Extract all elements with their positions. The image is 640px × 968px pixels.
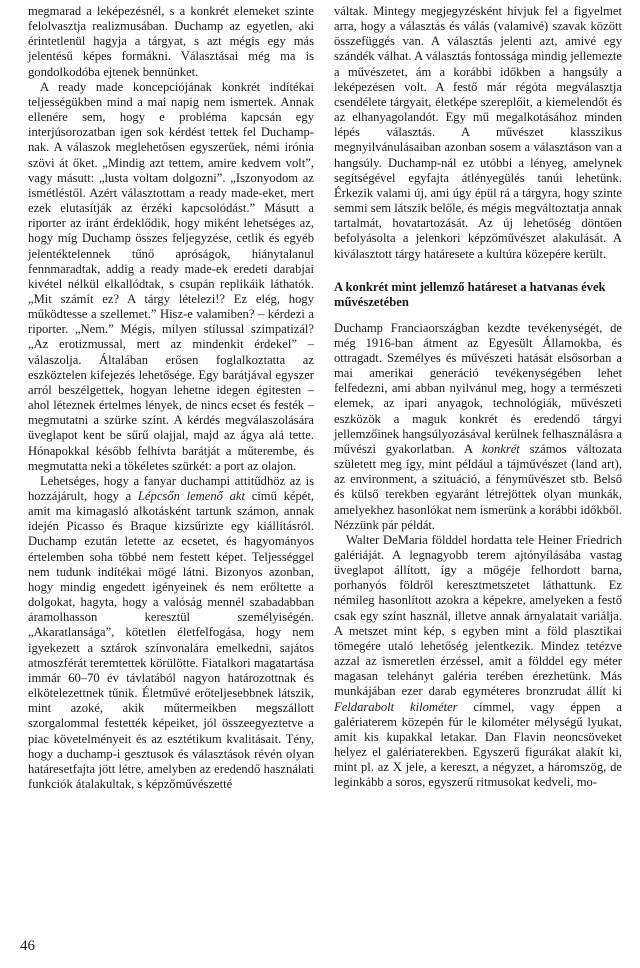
text-run: Duchamp Franciaországban kezdte tevékenységét, de még 1916-ban átment az Egyesült Államokba, és ottragadt. Személyes és művészeti hatását elsősorban a mai amerikai generáció tevékenységében lehet felfedezni, ami abban nyilvánul meg, hogy a természeti elemek, az ipari anyagok, technológiák, művészeti eszközök a maguk konkrét és eredendő tárgyi jellemzőinek hangsúlyozásával kerülnek felhasználásra a művészi gyakorlatban. A <box>334 320 622 456</box>
italic-title: Feldarabolt kilométer <box>334 699 458 714</box>
text-run: számos változata született meg így, mint például a tájművészet (land art), az environment, a szituáció, a fényművészet stb. Belső és külső terekben egyaránt létrejöttek olyan munkák, amelyekhez hasonlókat nem ismerünk a korábbi időkből. Nézzünk pár példát. <box>334 441 622 532</box>
text-run: Walter DeMaria földdel hordatta tele Heiner Friedrich galériáját. A legnagyobb terem ajtónyílásába vastag üveglapot állított, így a mögéje felhordott barna, porhanyós földről keresztmetszetet láthattunk. Ez némileg hasonlított azokra a képekre, amelyeken a festő csak egy színt használ, illetve annak árnyalatait variálja. A metszet mint kép, s egyben mint a föld plasztikai tömegére utaló lehetőség jelentkezik. Mindez tetézve azzal az ismeretlen érzéssel, amit a földdel egy méter magasan telehányt galéria terében érezhetünk. Más munkájában ezer darab egyméteres bronzrudat állít ki <box>334 532 622 699</box>
paragraph <box>334 4 622 262</box>
right-column <box>334 4 622 791</box>
text-run: Lehetséges, hogy a fanyar duchampi attitűdhöz az is hozzájárult, hogy a <box>28 473 314 503</box>
paragraph <box>334 533 622 791</box>
text-run: A ready made koncepciójának konkrét indítékai teljességükben mind a mai napig nem ismertek. Annak ellenére sem, hogy e probléma kapcsán egy interjúsorozatban igen sok kérdést tettek fel Duchamp-nak. A válaszok meglehetősen egyszerűek, némi irónia szövi át őket. „Mindig azt tettem, amire kedvem volt”, vagy másutt: „lusta voltam dolgozni”. „Iszonyodom az ismétléstől. Azért választottam a ready made-eket, mert ezek elutasítják az érzéki kapcsolódást.” Másutt a riporter az iránt érdeklődik, hogy miként lehetséges az, hogy míg Duchamp összes feljegyzése, cetlik és egyéb jelentéktelennek tűnő apróságok, hiánytalanul fennmaradtak, addig a ready made-ek eredeti darabjai kivétel nélkül elkallódtak, s csupán replikáik láthatók. „Mit számít ez? A tárgy lételezi!? Ez elég, hogy működtesse a szellemet.” Hisz-e valamiben? – kérdezi a riporter. „Nem.” Mégis, milyen stílussal szimpatizál? „Az erotizmussal, mert az mindenkit érdekel” – válaszolja. Általában erősen foglalkoztatta az eszköztelen kifejezés lehetősége. Egy barátjával egyszer arról beszélgettek, hogyan lehetne idegen égitesten – ahol léteznek értelmes lények, de nincs ecset és festék – megmutatni a szürke színt. A kérdés megválaszolására üveglapot kent be sűrű olajjal, majd az ágya alá tette. Hónapokkal később felhívta barátját a műterembe, és megmutatta neki a tökéletes szürkét: a port az olajon. <box>28 79 314 473</box>
text-run: váltak. Mintegy megjegyzésként hívjuk fel a figyelmet arra, hogy a választás és válás (valamivé) szavak között összefüggés van. A választás jelenti azt, amivé egy szándék válhat. A választás fontossága mindig jellemezte a művészetet, ám a korábbi időkben a hangsúly a leképezésen volt. A festő már régóta megválasztja csendélete tárgyait, életképe szereplőit, a kiemelendőt és az elhanyagolandót. Egy mű megalkotásához minden lépés választás. A művészet klasszikus megnyilvánulásaiban azonban sosem a választáson van a hangsúly. Duchamp-nál ez utóbbi a lényeg, amelynek segítségével egyfajta átlényegülés tanúi lehetünk. Érkezik valami új, ami úgy épül rá a tárgyra, hogy szinte semmi sem látszik belőle, és mégis megváltoztatja annak tartalmát, hovatartozását. Az új lehetőség döntően befolyásolta a jelenkori képzőművészet alakulását. A kiválasztott tárgy határesete a kultúra közepére került. <box>334 4 622 261</box>
paragraph <box>28 474 314 792</box>
left-column <box>28 4 314 792</box>
paragraph <box>334 321 622 533</box>
text-run: című képét, amit ma kimagasló alkotásként tartunk számon, annak idején Picasso és Braque kizsűrizte egy kiállításról. Duchamp ezután letette az ecsetet, és hagyományos értelemben soha többé nem festett képet. Teljességgel nem tudunk indítékai mögé látni. Bizonyos azonban, hogy mindig engedett igényeinek és nem erőltette a dolgokat, hagyta, hogy a valóság mennél szabadabban áramolhasson keresztül személyiségén. „Akaratlansága”, kötetlen életfelfogása, hogy nem igyekezett a sztárok színvonalára emelkedni, sajátos atmoszférát teremtettek körülötte. Fiatalkori magatartása immár 60–70 év távlatából nagyon határozottnak és elkötelezettnek tűnik. Életművé erőteljesebbnek látszik, mint azoké, akik műtermeikben megszállott szorgalommal festették képeiket, jól összeegyeztetve a piac követelményeit és az esztétikum kvalitásait. Tény, hogy a duchamp-i gesztusok és választások révén olyan határesetfajta jött létre, amelyben az eredendő használati funkciók átalakultak, s képzőművészetté <box>28 489 315 791</box>
page-number: 46 <box>20 938 35 954</box>
text-run: megmarad a leképezésnél, s a konkrét elemeket szinte felolvasztja realizmusában. Duchamp az egyetlen, aki érintetlenül hagyja a tárgyat, s azt mégis egy más jelentésű képes formákni. Választásai még ma is gondolkodóba ejtenek bennünket. <box>28 4 314 79</box>
italic-title: konkrét <box>482 441 520 456</box>
paragraph <box>28 80 314 474</box>
text-run: címmel, vagy éppen a galériaterem közepén fúr le kilométer mélységű lyukat, amit kis kupakkal letakar. Dan Flavin neoncsöveket helyez el galériaterekben. Egyszerű figurákat alakít ki, mint pl. az X jele, a kereszt, a négyzet, a háromszög, de leginkább a soros, egyszerű ritmusokat kedveli, mo- <box>334 699 623 790</box>
italic-title: Lépcsőn lemenő akt <box>137 489 246 503</box>
text-run: A konkrét mint jellemző határeset a hatvanas évek művészetében <box>334 279 606 310</box>
paragraph <box>28 4 314 80</box>
section-heading <box>334 280 622 311</box>
